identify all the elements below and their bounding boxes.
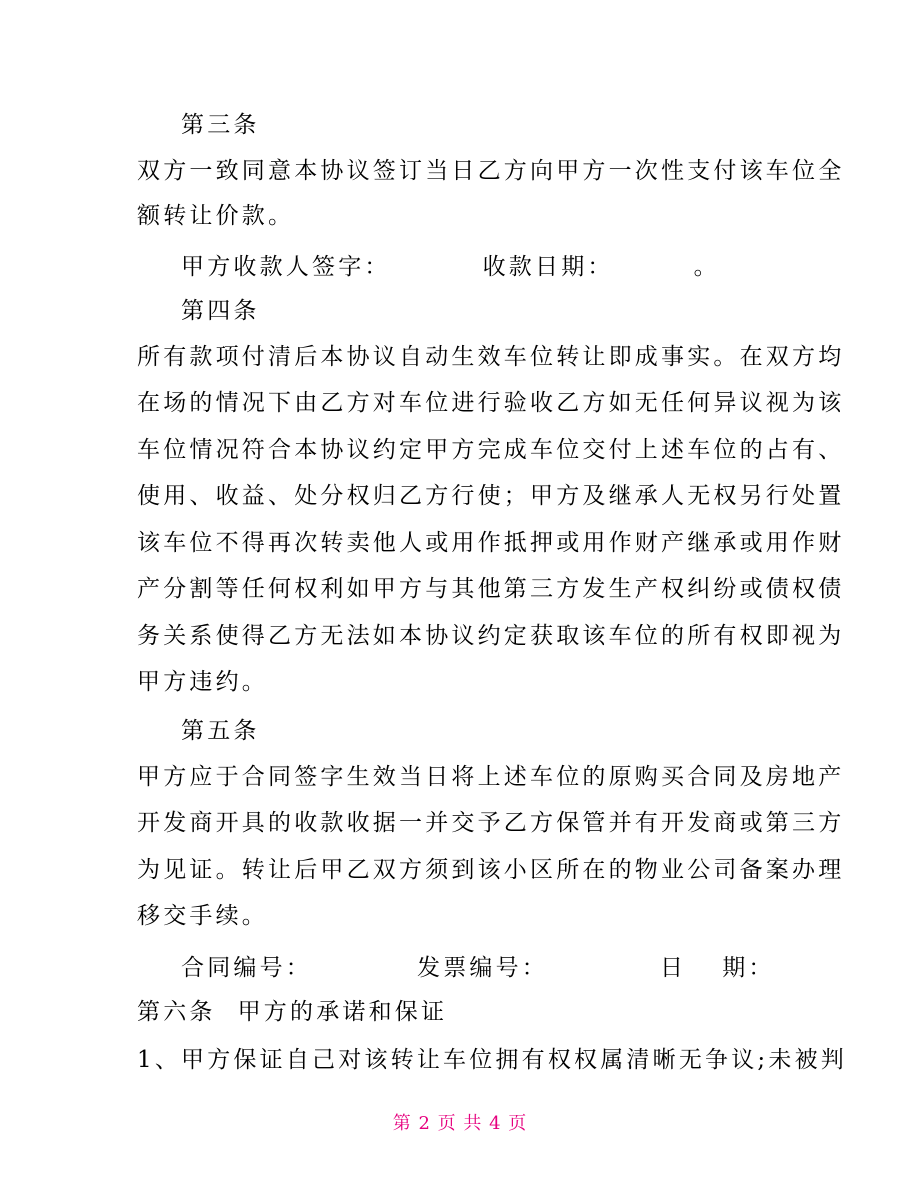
article5-line-4: 移交手续。	[137, 903, 268, 929]
article6-heading-row	[137, 997, 447, 1027]
page-prefix: 第	[392, 1113, 412, 1134]
date-label-day: 日	[660, 955, 687, 981]
page-suffix: 页	[508, 1113, 528, 1134]
article5-number-row	[181, 953, 775, 983]
article4-line-5: 该车位不得再次转卖他人或用作抵押或用作财产继承或用作财	[137, 530, 845, 556]
date-label-period: 期：	[722, 955, 775, 981]
article6-heading: 第六条	[137, 999, 216, 1025]
article6-item-1: 1、甲方保证自己对该转让车位拥有权权属清晰无争议;未被判	[137, 1047, 847, 1073]
article5-heading: 第五条	[181, 718, 260, 744]
article4-line-3: 车位情况符合本协议约定甲方完成车位交付上述车位的占有、	[137, 437, 845, 463]
article4-line-1: 所有款项付清后本协议自动生效车位转让即成事实。在双方均	[137, 344, 845, 370]
payment-date-end: 。	[693, 254, 720, 280]
article4-line-7: 务关系使得乙方无法如本协议约定获取该车位的所有权即视为	[137, 623, 845, 649]
article6-title: 甲方的承诺和保证	[237, 999, 448, 1025]
article3-line-1: 双方一致同意本协议签订当日乙方向甲方一次性支付该车位全	[137, 158, 845, 184]
article3-signature-row	[181, 252, 720, 282]
payee-signature-label: 甲方收款人签字：	[181, 254, 391, 280]
page-total: 4	[489, 1113, 502, 1134]
article4-line-2: 在场的情况下由乙方对车位进行验收乙方如无任何异议视为该	[137, 390, 845, 416]
article5-line-1: 甲方应于合同签字生效当日将上述车位的原购买合同及房地产	[137, 764, 845, 790]
payment-date-label: 收款日期：	[482, 254, 614, 280]
article5-line-2: 开发商开具的收款收据一并交予乙方保管并有开发商或第三方	[137, 810, 845, 836]
page-mid2: 共	[463, 1113, 483, 1134]
article4-line-4: 使用、收益、处分权归乙方行使；甲方及继承人无权另行处置	[137, 483, 845, 509]
article3-line-2: 额转让价款。	[137, 203, 295, 229]
article4-line-6: 产分割等任何权利如甲方与其他第三方发生产权纠纷或债权债	[137, 576, 845, 602]
page-footer	[0, 1112, 920, 1136]
article3-heading: 第三条	[181, 112, 260, 138]
page-mid1: 页	[437, 1113, 457, 1134]
page-current: 2	[418, 1113, 431, 1134]
article4-heading: 第四条	[181, 298, 260, 324]
contract-number-label: 合同编号：	[181, 955, 312, 981]
article4-line-8: 甲方违约。	[137, 669, 268, 695]
article5-line-3: 为见证。转让后甲乙双方须到该小区所在的物业公司备案办理	[137, 857, 845, 883]
invoice-number-label: 发票编号：	[417, 955, 548, 981]
